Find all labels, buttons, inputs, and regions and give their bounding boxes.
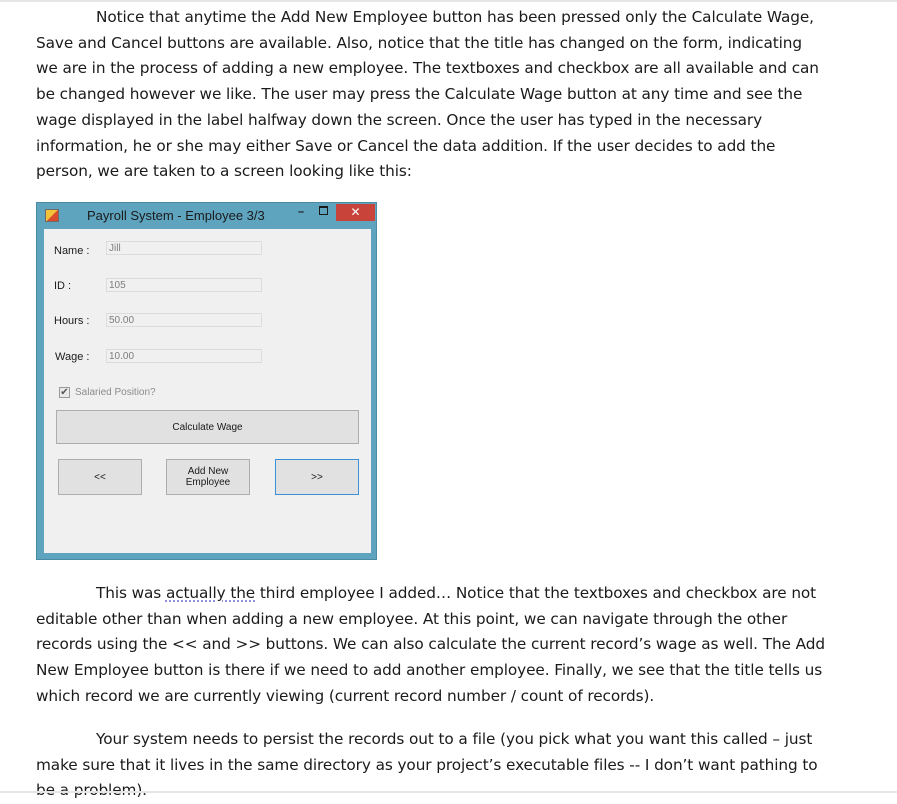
paragraph-1: Notice that anytime the Add New Employee button has been pressed only the Calculate Wage, Save and Cancel buttons are available. Also, notice that the title has changed on the form, indicating we are in the process of adding a new employee. The textboxes and checkbox are all available and can be changed however we like. The user may press the Calculate Wage button at any time and see the wage displayed in the label halfway down the screen. Once the user has typed in the necessary information, he or she may either Save or Cancel the data addition. If the user decides to add the person, we are taken to a screen looking like this: xyxy=(36,8,819,181)
app-icon[interactable] xyxy=(45,209,59,222)
next-record-button[interactable]: >> xyxy=(275,459,359,495)
hours-label: Hours : xyxy=(54,315,90,327)
close-button[interactable]: ✕ xyxy=(336,204,375,221)
maximize-button[interactable] xyxy=(314,204,332,221)
paragraph-3: Your system needs to persist the records out to a file (you pick what you want this called – just make sure that it lives in the same directory as your project’s executable files -- I don’t want pathing to xyxy=(36,730,818,774)
paragraph-2 xyxy=(36,581,826,710)
grammar-flagged-phrase: actually the xyxy=(165,584,256,602)
add-new-line1: Add New xyxy=(187,466,229,477)
add-new-employee-button[interactable] xyxy=(166,459,250,495)
name-input[interactable]: Jill xyxy=(106,241,262,255)
title-bar[interactable] xyxy=(37,203,376,228)
wage-value: 10.00 xyxy=(106,349,262,363)
previous-record-button[interactable]: << xyxy=(58,459,142,495)
calculate-wage-button[interactable]: Calculate Wage xyxy=(56,410,359,444)
paragraph-2-rest: third employee I added… Notice that the textboxes and checkbox are not editable other than when adding a new employee. At this point, we can navigate through the other records using the << and >> buttons. We can also calculate the current record’s wage as well. The Add New Employee button is there if we need to add another employee. Finally, we see that the title tells us which record we are currently viewing (current record number / count of records). xyxy=(36,584,825,705)
payroll-window xyxy=(36,202,377,560)
paragraph-2-start: This was xyxy=(96,584,166,602)
add-new-line2: Employee xyxy=(185,477,231,488)
window-title: Payroll System - Employee 3/3 xyxy=(87,208,265,223)
form-client-area xyxy=(44,229,371,553)
minimize-button[interactable]: – xyxy=(297,206,305,218)
name-label: Name : xyxy=(54,245,90,257)
id-label: ID : xyxy=(54,280,72,292)
salaried-label: Salaried Position? xyxy=(75,387,156,398)
maximize-icon xyxy=(319,206,328,215)
id-input[interactable]: 105 xyxy=(106,278,262,292)
hours-input[interactable]: 50.00 xyxy=(106,313,262,327)
salaried-checkbox[interactable]: ✔ xyxy=(60,387,69,398)
wage-label: Wage : xyxy=(55,351,90,363)
page-top-border xyxy=(0,0,897,2)
